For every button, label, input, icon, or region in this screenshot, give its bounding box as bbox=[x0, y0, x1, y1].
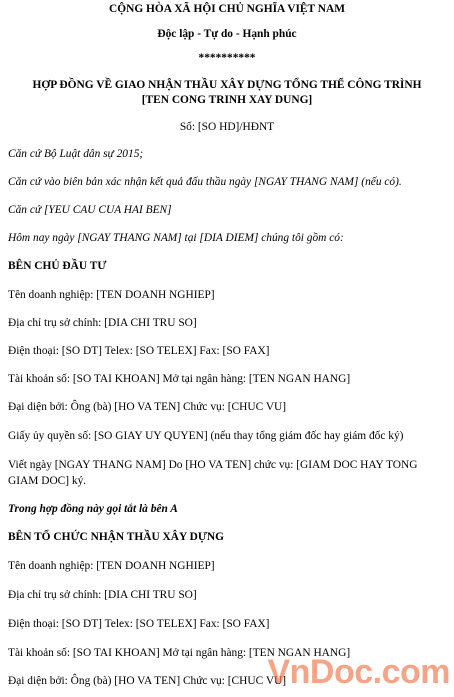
legal-basis-3: Căn cứ [YEU CAU CUA HAI BEN] bbox=[8, 204, 172, 216]
party-a-heading: BÊN CHỦ ĐẦU TƯ bbox=[8, 260, 107, 272]
party-a-account: Tài khoản số: [SO TAI KHOAN] Mở tại ngân hàng: [TEN NGAN HANG] bbox=[8, 373, 351, 385]
party-b-company: Tên doanh nghiệp: [TEN DOANH NGHIEP] bbox=[8, 560, 215, 572]
motto: Độc lập - Tự do - Hạnh phúc bbox=[157, 28, 297, 40]
party-b-address: Địa chỉ trụ sở chính: [DIA CHI TRU SO] bbox=[8, 589, 197, 601]
watermark-logo: VnDoc.com bbox=[267, 653, 450, 692]
legal-basis-2: Căn cứ vào biên bản xác nhận kết quả đấu thầu ngày [NGAY THANG NAM] (nếu có). bbox=[8, 176, 402, 188]
party-a-signed-line2: GIAM DOC] ký. bbox=[8, 475, 87, 487]
party-a-address: Địa chỉ trụ sở chính: [DIA CHI TRU SO] bbox=[8, 317, 197, 329]
legal-basis-1: Căn cứ Bộ Luật dân sự 2015; bbox=[8, 148, 144, 160]
contract-title-line2: [TEN CONG TRINH XAY DUNG] bbox=[141, 94, 313, 106]
national-title: CỘNG HÒA XÃ HỘI CHỦ NGHĨA VIỆT NAM bbox=[109, 3, 345, 15]
contract-number: Số: [SO HD]/HĐNT bbox=[179, 121, 275, 133]
party-a-authorization: Giấy ủy quyền số: [SO GIAY UY QUYEN] (nếu thay tổng giám đốc hay giám đốc ký) bbox=[8, 430, 404, 442]
party-b-account: Tài khoản số: [SO TAI KHOAN] Mở tại ngân hàng: [TEN NGAN HANG] bbox=[8, 647, 351, 659]
party-a-signed-line1: Viết ngày [NGAY THANG NAM] Do [HO VA TEN] chức vụ: [GIAM DOC HAY TONG bbox=[8, 459, 418, 471]
party-a-phone: Điện thoại: [SO DT] Telex: [SO TELEX] Fax: [SO FAX] bbox=[8, 345, 270, 357]
party-a-alias: Trong hợp đồng này gọi tắt là bên A bbox=[8, 503, 178, 515]
party-a-representative: Đại diện bởi: Ông (bà) [HO VA TEN] Chức vụ: [CHUC VU] bbox=[8, 401, 287, 413]
separator-stars: ********** bbox=[198, 52, 256, 64]
contract-title-line1: HỢP ĐỒNG VỀ GIAO NHẬN THẦU XÂY DỰNG TỔNG THỂ CÔNG TRÌNH bbox=[32, 79, 422, 91]
today-intro: Hôm nay ngày [NGAY THANG NAM] tại [DIA DIEM] chúng tôi gồm có: bbox=[8, 232, 344, 244]
party-b-heading: BÊN TỔ CHỨC NHẬN THẦU XÂY DỰNG bbox=[8, 531, 225, 543]
party-b-representative: Đại diện bởi: Ông (bà) [HO VA TEN] Chức vụ: [CHUC VU] bbox=[8, 675, 287, 687]
party-a-company: Tên doanh nghiệp: [TEN DOANH NGHIEP] bbox=[8, 289, 215, 301]
party-b-phone: Điện thoại: [SO DT] Telex: [SO TELEX] Fax: [SO FAX] bbox=[8, 618, 270, 630]
